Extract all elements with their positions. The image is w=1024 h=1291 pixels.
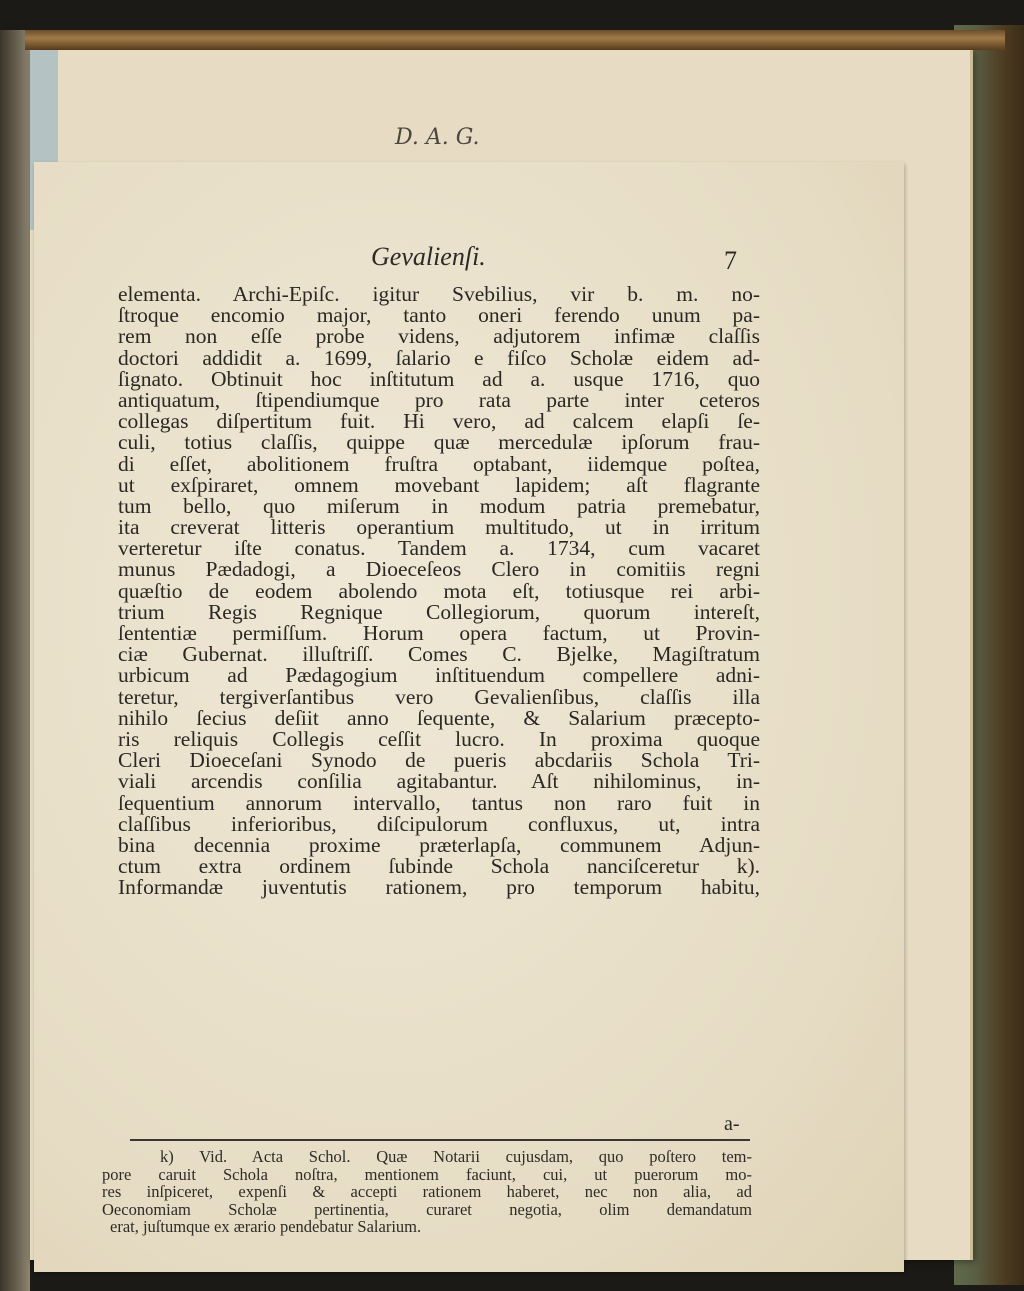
body-line: elementa. Archi-Epiſc. igitur Svebilius, vir b. m. no-	[118, 282, 760, 306]
body-line: viali arcendis conſilia agitabantur. Aſt nihilominus, in-	[118, 769, 760, 794]
body-line: trium Regis Regnique Collegiorum, quorum intereſt,	[118, 599, 760, 624]
page-number: 7	[724, 246, 737, 275]
body-line: munus Pædadogi, a Dioeceſeos Clero in comitiis regni	[118, 557, 760, 582]
body-line: antiquatum, ſtipendiumque pro rata parte inter ceteros	[118, 387, 760, 412]
body-line: quæſtio de eodem abolendo mota eſt, totiusque rei arbi-	[118, 578, 760, 603]
body-line: collegas diſpertitum fuit. Hi vero, ad calcem elapſi ſe-	[118, 409, 760, 434]
footnote-line: erat, juſtumque ex ærario pendebatur Salarium.	[110, 1217, 422, 1237]
body-text	[118, 284, 760, 898]
body-line: Cleri Dioeceſani Synodo de pueris abcdariis Schola Tri-	[118, 748, 760, 773]
book-top-edge	[25, 30, 1005, 50]
body-line: ciæ Gubernat. illuſtriſſ. Comes C. Bjelke, Magiſtratum	[118, 642, 760, 667]
catchword: a-	[724, 1113, 740, 1135]
body-line: ita creverat litteris operantium multitudo, ut in irritum	[118, 515, 760, 540]
body-line: ſignato. Obtinuit hoc inſtitutum ad a. usque 1716, quo	[118, 366, 760, 391]
book-cover-left	[0, 30, 30, 1291]
footnote-line: Oeconomiam Scholæ pertinentia, curaret negotia, olim demandatum	[102, 1199, 752, 1219]
body-line: culi, totius claſſis, quippe quæ mercedulæ ipſorum frau-	[118, 430, 760, 455]
footnote-rule	[130, 1139, 750, 1141]
body-line: doctori addidit a. 1699, ſalario e fiſco Scholæ eidem ad-	[118, 345, 760, 370]
footnote-line: pore caruit Schola noſtra, mentionem faciunt, cui, ut puerorum mo-	[102, 1164, 752, 1184]
running-head: Gevalienſi.	[371, 242, 486, 271]
body-line: nihilo ſecius deſiit anno ſequente, & Salarium præcepto-	[118, 705, 760, 730]
footnote-line: res inſpiceret, expenſi & accepti rationem haberet, nec non alia, ad	[102, 1182, 752, 1202]
body-line: verteretur iſte conatus. Tandem a. 1734, cum vacaret	[118, 536, 760, 561]
handwritten-note: D. A. G.	[395, 125, 480, 150]
body-line: claſſibus inferioribus, diſcipulorum confluxus, ut, intra	[118, 811, 760, 836]
body-line: ſequentium annorum intervallo, tantus non raro fuit in	[118, 790, 760, 815]
body-line: tum bello, quo miſerum in modum patria premebatur,	[118, 493, 760, 518]
body-line: ctum extra ordinem ſubinde Schola nanciſceretur k).	[118, 854, 760, 879]
body-line: ſtroque encomio major, tanto oneri ferendo unum pa-	[118, 303, 760, 328]
body-line: bina decennia proxime præterlapſa, communem Adjun-	[118, 832, 760, 857]
body-line: ſententiæ permiſſum. Horum opera factum, ut Provin-	[118, 621, 760, 645]
footnote	[102, 1148, 752, 1236]
footnote-line: k) Vid. Acta Schol. Quæ Notarii cujusdam, quo poſtero tem-	[160, 1147, 752, 1166]
body-line: ut exſpiraret, omnem movebant lapidem; aſt flagrante	[118, 472, 760, 497]
body-line: urbicum ad Pædagogium inſtituendum compellere adni-	[118, 663, 760, 688]
body-line: teretur, tergiverſantibus vero Gevalienſibus, claſſis illa	[118, 684, 760, 709]
body-line: ris reliquis Collegis ceſſit lucro. In proxima quoque	[118, 726, 760, 751]
text-page	[34, 162, 904, 1272]
body-line: rem non eſſe probe videns, adjutorem infimæ claſſis	[118, 324, 760, 349]
body-line: Informandæ juventutis rationem, pro temporum habitu,	[118, 875, 760, 900]
body-line: di eſſet, abolitionem fruſtra optabant, iidemque poſtea,	[118, 451, 760, 476]
